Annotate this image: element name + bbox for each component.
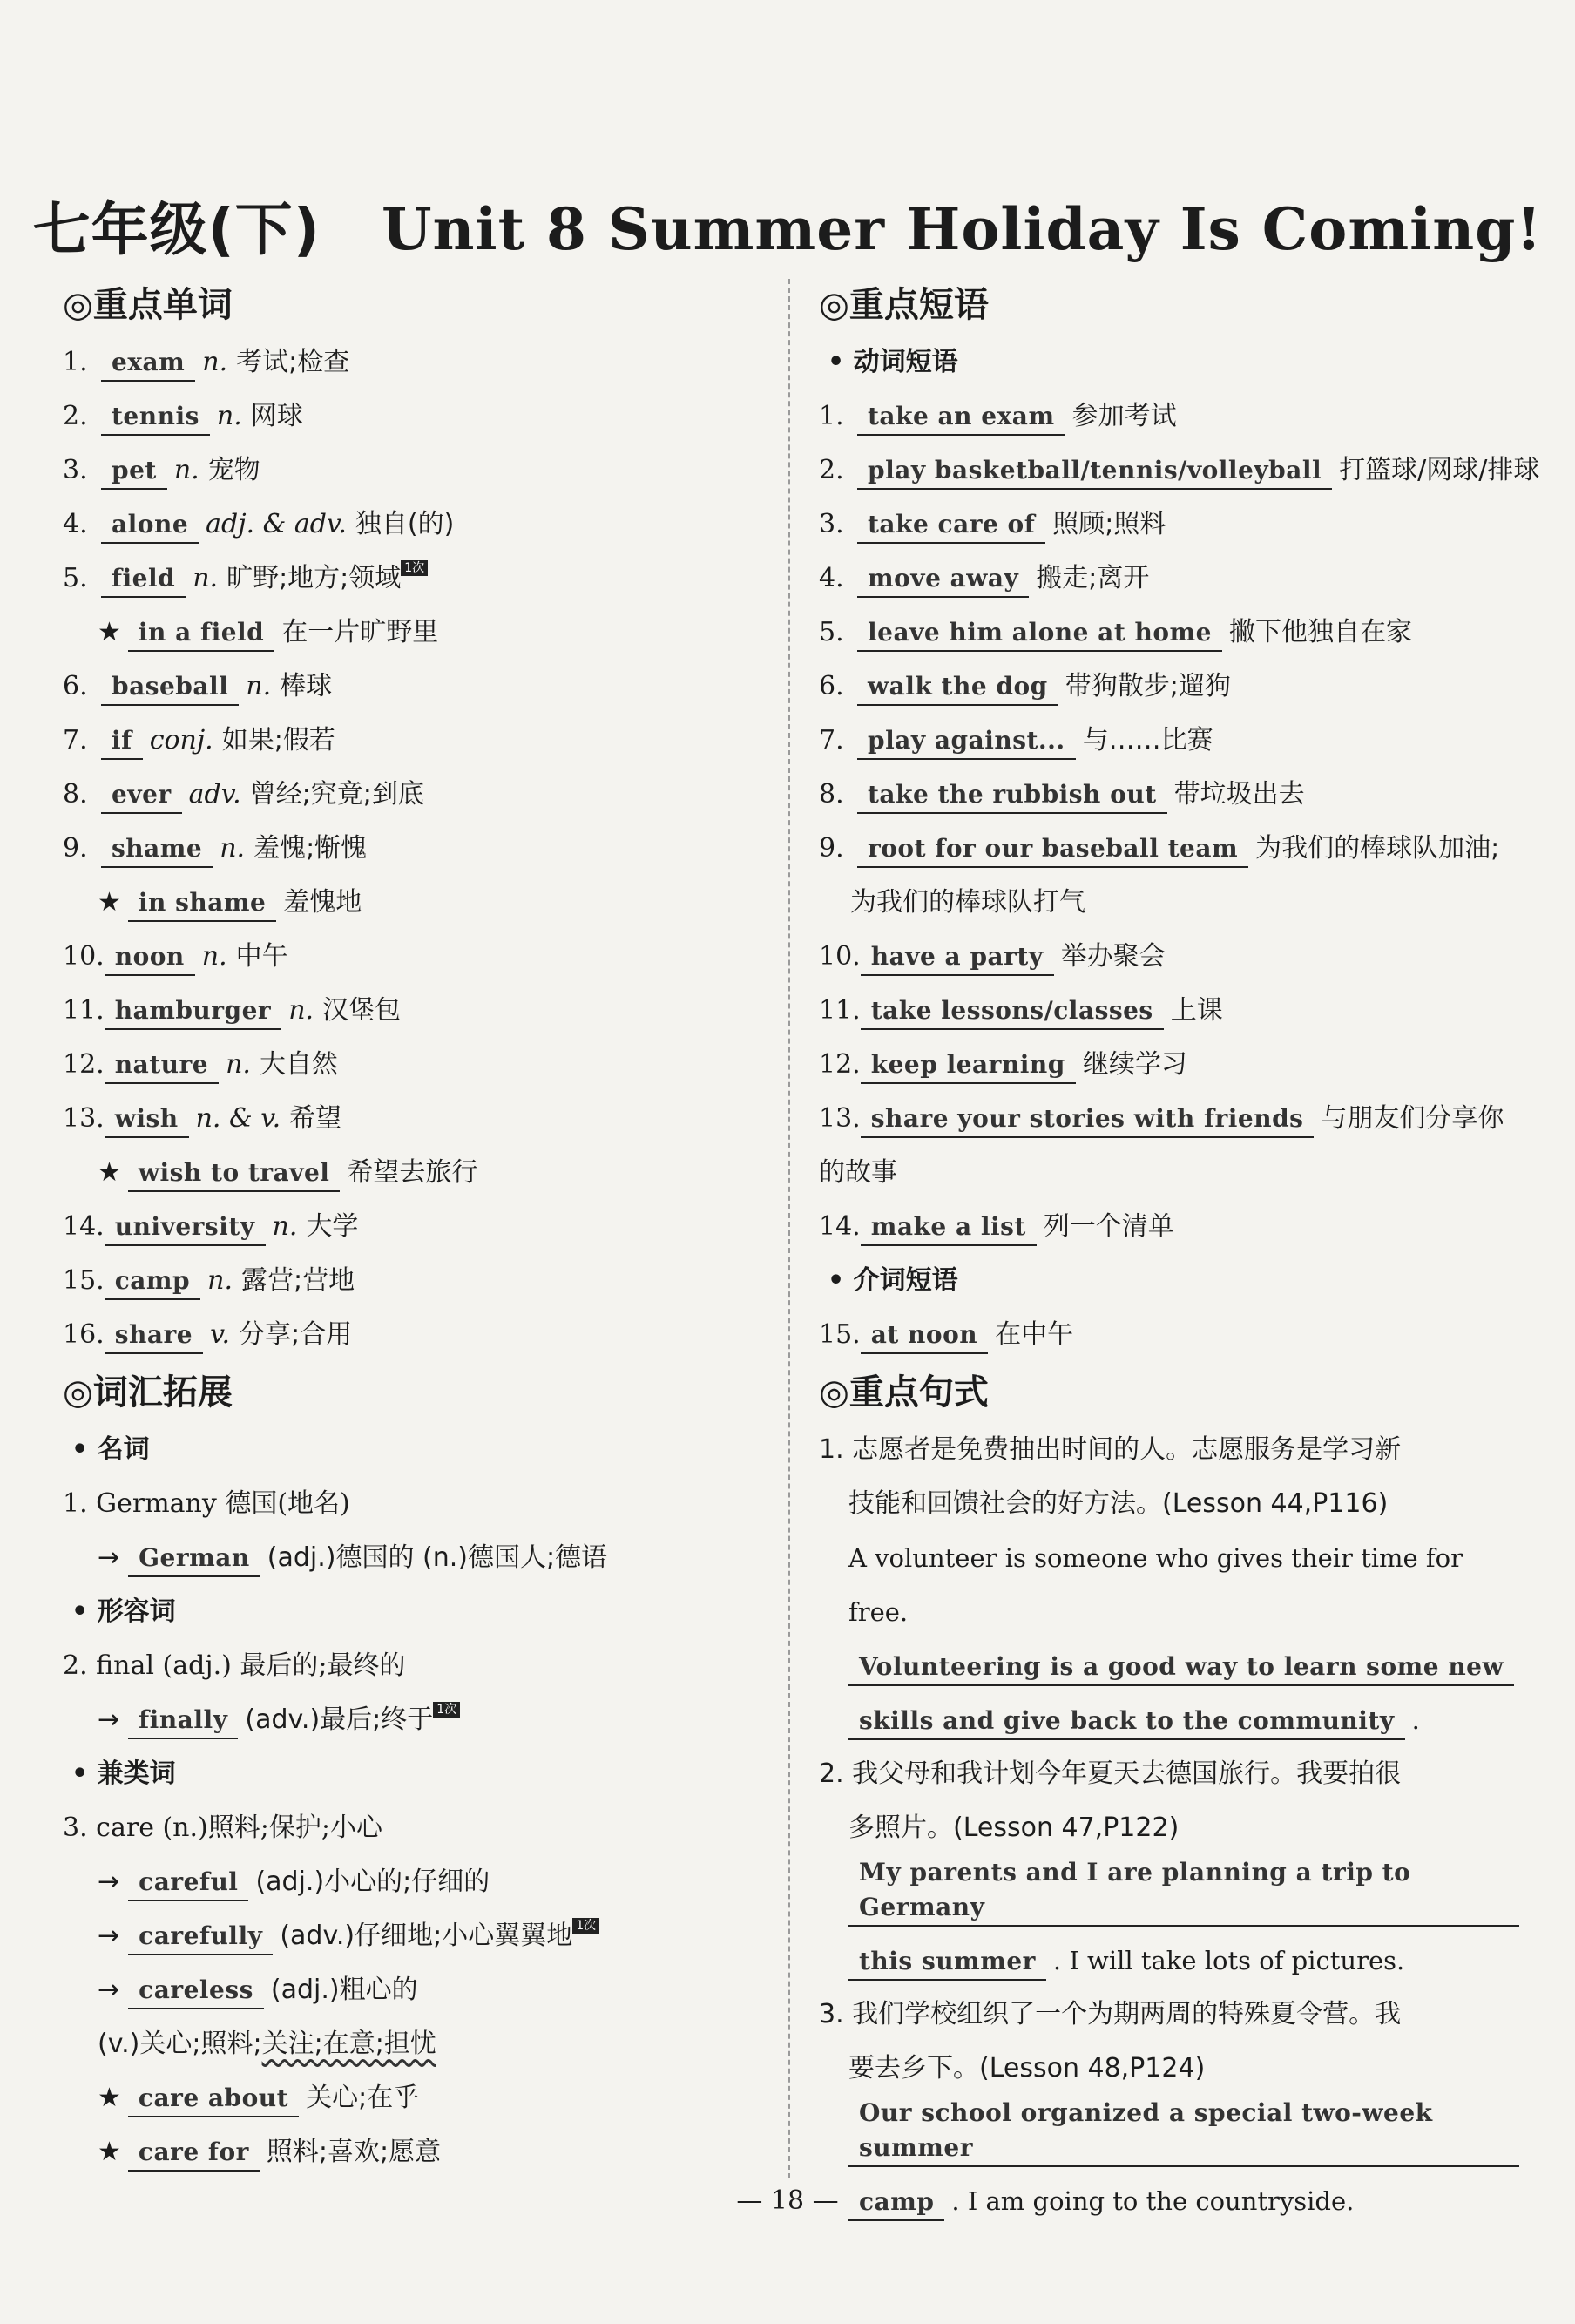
answer-blank: Our school organized a special two-week summer bbox=[848, 2096, 1519, 2167]
answer-blank: skills and give back to the community bbox=[848, 1704, 1405, 1740]
sentence-text: . I will take lots of pictures. bbox=[1052, 1946, 1405, 1975]
part-of-speech: conj. bbox=[149, 725, 213, 755]
item-number: 4. bbox=[819, 563, 844, 593]
care-line: 3. care (n.)照料;保护;小心 bbox=[63, 1812, 382, 1843]
phrase-item bbox=[819, 444, 1540, 498]
phrase-meaning: 在中午 bbox=[995, 1319, 1074, 1350]
vocab-item bbox=[63, 552, 760, 606]
page-number: — 18 — bbox=[736, 2185, 839, 2216]
item-number: 6. bbox=[819, 671, 844, 701]
care-derivation-3 bbox=[63, 1963, 760, 2017]
vocab-item bbox=[63, 1092, 760, 1146]
item-number: 2. bbox=[819, 455, 844, 485]
item-number: 7. bbox=[63, 725, 88, 755]
vocab-heading: ◎重点单词 bbox=[63, 285, 233, 325]
item-number: 12. bbox=[63, 1049, 105, 1080]
item-number: 8. bbox=[819, 779, 844, 810]
adj-derivation bbox=[63, 1693, 760, 1747]
answer-blank: root for our baseball team bbox=[857, 831, 1248, 868]
vocab-item bbox=[63, 335, 760, 390]
word-meaning: 汉堡包 bbox=[322, 995, 402, 1026]
sentence-3-cn-b: 要去乡下。(Lesson 48,P124) bbox=[848, 2053, 1206, 2083]
star-icon: ★ bbox=[98, 887, 121, 918]
word-meaning: 露营;营地 bbox=[240, 1265, 355, 1296]
derivation-meaning: (adv.)仔细地;小心翼翼地 bbox=[280, 1921, 573, 1951]
answer-blank: German bbox=[128, 1541, 260, 1577]
sentence-2-cn-b: 多照片。(Lesson 47,P122) bbox=[848, 1812, 1180, 1843]
part-of-speech: n. bbox=[207, 1265, 233, 1296]
part-of-speech: n. & v. bbox=[195, 1103, 281, 1134]
phrase-13-continued: 的故事 bbox=[819, 1157, 897, 1188]
care-verb-line bbox=[63, 2017, 760, 2071]
adj-line: 2. final (adj.) 最后的;最终的 bbox=[63, 1650, 406, 1681]
item-number: 5. bbox=[63, 563, 88, 593]
answer-blank: make a list bbox=[861, 1209, 1037, 1246]
item-number: 12. bbox=[819, 1049, 861, 1080]
word-meaning: 羞愧地 bbox=[283, 887, 362, 918]
multi-subheading: • 兼类词 bbox=[71, 1758, 176, 1789]
sentence-1-cn-b: 技能和回馈社会的好方法。(Lesson 44,P116) bbox=[848, 1488, 1389, 1519]
phrase-list bbox=[819, 390, 1540, 876]
item-number: 11. bbox=[819, 995, 861, 1026]
answer-blank: carefully bbox=[128, 1919, 273, 1955]
answer-blank: walk the dog bbox=[857, 669, 1058, 706]
answer-blank: leave him alone at home bbox=[857, 615, 1222, 652]
care-verb-meaning: (v.)关心;照料; bbox=[98, 2029, 262, 2059]
part-of-speech: n. bbox=[202, 347, 228, 377]
phrase-item bbox=[819, 498, 1526, 552]
answer-blank: in shame bbox=[128, 885, 276, 922]
item-number: 8. bbox=[63, 779, 88, 810]
arrow-icon: → bbox=[98, 1921, 120, 1951]
star-icon: ★ bbox=[98, 2083, 121, 2113]
noun-derivation bbox=[63, 1531, 760, 1585]
care-derivation-2 bbox=[63, 1909, 760, 1963]
word-meaning: 旷野;地方;领域 bbox=[226, 563, 402, 593]
sentence-1-en-a: A volunteer is someone who gives their time for bbox=[848, 1543, 1463, 1573]
frequency-badge: 1次 bbox=[433, 1702, 460, 1718]
item-number: 3. bbox=[63, 455, 88, 485]
noun-line: 1. Germany 德国(地名) bbox=[63, 1488, 350, 1519]
answer-blank: camp bbox=[848, 2185, 944, 2221]
vocab-item bbox=[63, 822, 760, 876]
sentence-1-en-b bbox=[819, 1585, 1526, 1693]
arrow-icon: → bbox=[98, 1867, 120, 1897]
phrase-item bbox=[819, 822, 1526, 876]
vocab-item bbox=[63, 1254, 760, 1308]
star-icon: ★ bbox=[98, 2137, 121, 2167]
word-meaning: 如果;假若 bbox=[221, 725, 335, 755]
item-number: 13. bbox=[63, 1103, 105, 1134]
adj-subheading: • 形容词 bbox=[71, 1596, 176, 1627]
answer-blank: take the rubbish out bbox=[857, 777, 1167, 814]
prep-phrase-subheading: • 介词短语 bbox=[828, 1265, 958, 1296]
vocab-item bbox=[63, 984, 760, 1038]
grade-title: 七年级(下) bbox=[32, 196, 321, 263]
answer-blank: play basketball/tennis/volleyball bbox=[857, 453, 1332, 490]
sentence-3-cn-a: 3. 我们学校组织了一个为期两周的特殊夏令营。我 bbox=[819, 1999, 1402, 2029]
phrase-item bbox=[819, 606, 1526, 660]
part-of-speech: n. bbox=[288, 995, 314, 1026]
sentence-3-en-a bbox=[819, 2096, 1526, 2174]
phrase-item bbox=[819, 768, 1526, 822]
sentence-text: free. bbox=[848, 1597, 909, 1627]
phrase-item bbox=[819, 660, 1526, 714]
answer-blank: move away bbox=[857, 561, 1029, 598]
part-of-speech: n. bbox=[201, 941, 227, 972]
answer-blank: noon bbox=[105, 939, 195, 976]
item-number: 14. bbox=[63, 1211, 105, 1242]
phrase-list bbox=[819, 930, 1526, 1146]
part-of-speech: n. bbox=[272, 1211, 298, 1242]
answer-blank: play against... bbox=[857, 723, 1076, 760]
word-meaning: 棒球 bbox=[280, 671, 333, 701]
item-number: 9. bbox=[63, 833, 88, 864]
phrase-item bbox=[819, 1092, 1526, 1146]
phrase-item bbox=[819, 1308, 1526, 1362]
phrase-9-continued: 为我们的棒球队打气 bbox=[850, 887, 1085, 918]
item-number: 1. bbox=[819, 401, 844, 431]
vocab-phrase bbox=[63, 1146, 760, 1200]
answer-blank: care about bbox=[128, 2081, 299, 2117]
answer-blank: My parents and I are planning a trip to Germany bbox=[848, 1855, 1519, 1927]
sentence-2-cn-a: 2. 我父母和我计划今年夏天去德国旅行。我要拍很 bbox=[819, 1758, 1402, 1789]
frequency-badge: 1次 bbox=[401, 560, 428, 576]
phrase-item bbox=[819, 390, 1526, 444]
phrase-meaning: 上课 bbox=[1170, 995, 1223, 1026]
item-number: 7. bbox=[819, 725, 844, 755]
phrase-meaning: 关心;在乎 bbox=[306, 2083, 420, 2113]
answer-blank: this summer bbox=[848, 1944, 1046, 1981]
answer-blank: in a field bbox=[128, 615, 274, 652]
unit-title: Unit 8 Summer Holiday Is Coming! bbox=[381, 195, 1543, 263]
sentence-2-en-a bbox=[819, 1855, 1526, 1934]
word-meaning: 羞愧;惭愧 bbox=[253, 833, 368, 864]
vocab-item bbox=[63, 498, 760, 552]
phrase-item bbox=[819, 1038, 1526, 1092]
star-icon: ★ bbox=[98, 617, 121, 647]
answer-blank: Volunteering is a good way to learn some new bbox=[848, 1650, 1514, 1686]
arrow-icon: → bbox=[98, 1704, 120, 1735]
answer-blank: take care of bbox=[857, 507, 1045, 544]
word-meaning: 大学 bbox=[306, 1211, 359, 1242]
sentences-heading: ◎重点句式 bbox=[819, 1372, 989, 1413]
answer-blank: wish bbox=[105, 1101, 189, 1138]
item-number: 2. bbox=[63, 401, 88, 431]
answer-blank: at noon bbox=[861, 1318, 988, 1354]
sentence-text: . I am going to the countryside. bbox=[951, 2186, 1355, 2216]
answer-blank: camp bbox=[105, 1264, 200, 1300]
phrase-item bbox=[819, 552, 1526, 606]
expansion-heading: ◎词汇拓展 bbox=[63, 1372, 233, 1413]
word-meaning: 考试;检查 bbox=[236, 347, 350, 377]
word-meaning: 宠物 bbox=[207, 455, 260, 485]
phrase-meaning: 带垃圾出去 bbox=[1173, 779, 1305, 810]
part-of-speech: n. bbox=[226, 1049, 251, 1080]
word-meaning: 希望 bbox=[289, 1103, 342, 1134]
star-icon: ★ bbox=[98, 1157, 121, 1188]
sentence-1-en-c bbox=[819, 1693, 1526, 1747]
answer-blank: field bbox=[101, 561, 186, 598]
care-derivation-1 bbox=[63, 1855, 760, 1909]
answer-blank: keep learning bbox=[861, 1047, 1076, 1084]
phrase-item bbox=[819, 984, 1526, 1038]
part-of-speech: n. bbox=[173, 455, 199, 485]
vocab-item bbox=[63, 714, 760, 768]
phrase-meaning: 参加考试 bbox=[1071, 401, 1177, 431]
item-number: 15. bbox=[819, 1319, 861, 1350]
sentence-2-en-b bbox=[819, 1934, 1526, 1988]
vocab-item bbox=[63, 390, 760, 444]
sentence-1-cn-a: 1. 志愿者是免费抽出时间的人。志愿服务是学习新 bbox=[819, 1434, 1402, 1465]
word-meaning: 分享;合用 bbox=[239, 1319, 353, 1350]
item-number: 13. bbox=[819, 1103, 861, 1134]
answer-blank: careless bbox=[128, 1973, 264, 2009]
phrase-item bbox=[819, 714, 1526, 768]
care-verb-emphasis: 关注;在意;担忧 bbox=[261, 2029, 436, 2059]
answer-blank: care for bbox=[128, 2135, 260, 2172]
phrase-meaning: 举办聚会 bbox=[1060, 941, 1166, 972]
answer-blank: pet bbox=[101, 453, 167, 490]
item-number: 14. bbox=[819, 1211, 861, 1242]
vocab-item bbox=[63, 930, 760, 984]
item-number: 10. bbox=[819, 941, 861, 972]
phrase-meaning: 与……比赛 bbox=[1082, 725, 1213, 755]
word-meaning: 网球 bbox=[250, 401, 303, 431]
care-phrase-1 bbox=[63, 2071, 760, 2125]
derivation-meaning: (adj.)粗心的 bbox=[270, 1975, 418, 2005]
answer-blank: share your stories with friends bbox=[861, 1101, 1315, 1138]
phrase-meaning: 照顾;照料 bbox=[1052, 509, 1166, 539]
answer-blank: exam bbox=[101, 345, 195, 382]
answer-blank: university bbox=[105, 1209, 266, 1246]
phrase-meaning: 带狗散步;遛狗 bbox=[1065, 671, 1231, 701]
vocab-list bbox=[63, 335, 760, 1362]
right-column bbox=[819, 274, 1540, 2228]
phrase-meaning: 与朋友们分享你 bbox=[1321, 1103, 1504, 1134]
item-number: 15. bbox=[63, 1265, 105, 1296]
vocab-item bbox=[63, 768, 760, 822]
answer-blank: tennis bbox=[101, 399, 210, 436]
derivation-meaning: (adj.)德国的 (n.)德国人;德语 bbox=[267, 1542, 608, 1573]
part-of-speech: n. bbox=[193, 563, 219, 593]
answer-blank: take an exam bbox=[857, 399, 1065, 436]
item-number: 5. bbox=[819, 617, 844, 647]
noun-subheading: • 名词 bbox=[71, 1434, 150, 1465]
phrase-meaning: 继续学习 bbox=[1082, 1049, 1187, 1080]
answer-blank: careful bbox=[128, 1865, 248, 1901]
word-meaning: 在一片旷野里 bbox=[281, 617, 439, 647]
item-number: 6. bbox=[63, 671, 88, 701]
phrase-meaning: 列一个清单 bbox=[1043, 1211, 1174, 1242]
answer-blank: finally bbox=[128, 1703, 238, 1739]
item-number: 10. bbox=[63, 941, 105, 972]
page-title bbox=[0, 183, 1575, 266]
vocab-item bbox=[63, 1308, 760, 1362]
column-divider bbox=[788, 279, 790, 2178]
vocab-item bbox=[63, 444, 760, 498]
sentence-text: . bbox=[1411, 1705, 1420, 1735]
answer-blank: alone bbox=[101, 507, 199, 544]
answer-blank: share bbox=[105, 1318, 203, 1354]
frequency-badge: 1次 bbox=[572, 1918, 599, 1934]
verb-phrase-subheading: • 动词短语 bbox=[828, 347, 958, 377]
item-number: 11. bbox=[63, 995, 105, 1026]
answer-blank: if bbox=[101, 723, 143, 760]
part-of-speech: adj. & adv. bbox=[206, 509, 347, 539]
part-of-speech: n. bbox=[220, 833, 246, 864]
phrases-heading: ◎重点短语 bbox=[819, 285, 989, 325]
phrase-item bbox=[819, 1200, 1526, 1254]
item-number: 16. bbox=[63, 1319, 105, 1350]
vocab-item bbox=[63, 1200, 760, 1254]
answer-blank: baseball bbox=[101, 669, 239, 706]
word-meaning: 独自(的) bbox=[355, 509, 455, 539]
answer-blank: wish to travel bbox=[128, 1155, 341, 1192]
answer-blank: nature bbox=[105, 1047, 219, 1084]
answer-blank: take lessons/classes bbox=[861, 993, 1164, 1030]
word-meaning: 希望去旅行 bbox=[347, 1157, 478, 1188]
answer-blank: hamburger bbox=[105, 993, 281, 1030]
phrase-meaning: 为我们的棒球队加油; bbox=[1255, 833, 1500, 864]
word-meaning: 曾经;究竟;到底 bbox=[249, 779, 424, 810]
vocab-item bbox=[63, 1038, 760, 1092]
answer-blank: ever bbox=[101, 777, 182, 814]
phrase-meaning: 撇下他独自在家 bbox=[1228, 617, 1412, 647]
vocab-phrase bbox=[63, 876, 760, 930]
part-of-speech: v. bbox=[210, 1319, 230, 1350]
part-of-speech: n. bbox=[246, 671, 272, 701]
word-meaning: 大自然 bbox=[259, 1049, 338, 1080]
vocab-phrase bbox=[63, 606, 760, 660]
derivation-meaning: (adv.)最后;终于 bbox=[245, 1704, 434, 1735]
answer-blank: shame bbox=[101, 831, 213, 868]
item-number: 9. bbox=[819, 833, 844, 864]
vocab-item bbox=[63, 660, 760, 714]
word-meaning: 中午 bbox=[235, 941, 288, 972]
phrase-meaning: 打篮球/网球/排球 bbox=[1339, 455, 1540, 485]
derivation-meaning: (adj.)小心的;仔细的 bbox=[255, 1867, 490, 1897]
item-number: 4. bbox=[63, 509, 88, 539]
item-number: 1. bbox=[63, 347, 88, 377]
phrase-meaning: 搬走;离开 bbox=[1036, 563, 1150, 593]
left-column bbox=[63, 274, 760, 2179]
item-number: 3. bbox=[819, 509, 844, 539]
answer-blank: have a party bbox=[861, 939, 1054, 976]
phrase-item bbox=[819, 930, 1526, 984]
part-of-speech: adv. bbox=[188, 779, 241, 810]
arrow-icon: → bbox=[98, 1542, 120, 1573]
part-of-speech: n. bbox=[216, 401, 242, 431]
arrow-icon: → bbox=[98, 1975, 120, 2005]
phrase-meaning: 照料;喜欢;愿意 bbox=[266, 2137, 442, 2167]
care-phrase-2 bbox=[63, 2125, 760, 2179]
